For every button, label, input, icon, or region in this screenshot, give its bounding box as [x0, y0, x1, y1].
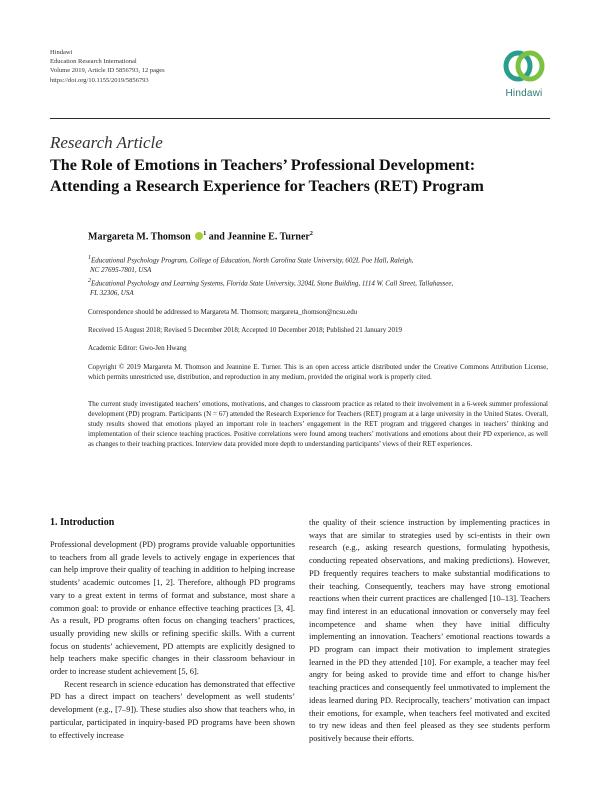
publication-info — [50, 48, 165, 85]
copyright-notice: Copyright © 2019 Margareta M. Thomson and Jeannine E. Turner. This is an open access article distributed under the Creative Commons Attribution License, which permits unrestricted use, distribution, and reproduction in any medium, provided the original work is properly cited. — [88, 363, 548, 381]
author-1: Margareta M. Thomson — [88, 231, 191, 243]
journal-name: Education Research International — [50, 58, 137, 66]
hindawi-logo — [497, 46, 551, 106]
title-line-2: Attending a Research Experience for Teachers (RET) Program — [50, 177, 484, 195]
author-2-affiliation: 2 — [309, 231, 313, 237]
orcid-icon[interactable] — [195, 232, 203, 240]
right-column — [309, 517, 550, 746]
publisher-name: Hindawi — [50, 49, 73, 56]
academic-editor: Academic Editor: Gwo-Jen Hwang — [88, 344, 187, 352]
author-list — [88, 231, 313, 242]
volume-info: Volume 2019, Article ID 5856793, 12 pages — [50, 67, 165, 75]
correspondence: Correspondence should be addressed to Margareta M. Thomson; margareta_thomson@ncsu.edu — [88, 308, 358, 316]
author-2: and Jeannine E. Turner — [206, 231, 310, 243]
title-line-1: The Role of Emotions in Teachers’ Professional Development: — [50, 156, 476, 174]
affiliation-2: $^2$Educational Psychology and Learning Systems, Florida State University, 3204L Stone Building, 1114 W. Call Street, Tallahassee, FL 32306, USA — [88, 278, 454, 298]
hindawi-logo-icon — [502, 46, 546, 86]
logo-text: Hindawi — [505, 88, 543, 99]
doi-link[interactable]: https://doi.org/10.1155/2019/5856793 — [50, 76, 149, 84]
article-type: Research Article — [50, 133, 163, 152]
paragraph: Recent research in science education has demonstrated that effective PD has a direct impact on teachers’ development as well students’ development (e.g., [7–9]). These studies also show that teachers who, in particular, participated in inquiry-based PD programs have been shown to effectively increase — [50, 679, 295, 740]
paragraph: the quality of their science instruction by implementing practices in ways that are similar to strategies used by sci-entists in their own research (e.g., asking research questions, formulating hypothesis, conducting repeated observations, and making predictions). However, PD frequently requires teachers to make substantial modifications to their teaching. Consequently, teachers may have strong emotional reactions when their current practices are challenged [10–13]. Teachers may find interest in an educational innovation or conversely may feel incompetence and shame when they have initial difficulty implementing an innovation. Teachers’ emotional reactions towards a PD program can impact their motivation to implement strategies learned in the PD they attended [10]. For example, a teacher may feel angry for being asked to provide time and effort to change his/her teaching practices and consequently feel unmotivated to implement the ideas learned during PD. Reciprocally, teachers’ motivation can impact their emotions, for example, when teachers feel motivated and excited to try new ideas and then feel pleased as they see students perform positively because their efforts. — [309, 518, 550, 743]
article-title — [50, 155, 550, 197]
publication-dates: Received 15 August 2018; Revised 5 December 2018; Accepted 10 December 2018; Published 21 January 2019 — [88, 326, 402, 334]
author-1-affiliation: 1 — [203, 231, 207, 237]
paragraph: Professional development (PD) programs provide valuable opportunities to teachers from all grade levels to actively engage in experiences that can help improve their quality of teaching in addition to helping increase students’ academic outcomes [1, 2]. Therefore, although PD programs vary to a great extent in terms of format and substance, most share a common goal: to provide or enhance effective teaching practices [3, 4]. As a result, PD programs often focus on changing teachers’ practices, usually providing new skills or refining specific skills. With a current focus on students’ achievement, PD attempts are explicitly designed to help teachers make specific changes in their classroom behaviour in order to increase student achievement [5, 6]. — [50, 540, 295, 677]
section-heading: 1. Introduction — [50, 517, 115, 528]
header-divider — [50, 118, 550, 119]
affiliation-1: $^1$Educational Psychology Program, College of Education, North Carolina State University, 602L Poe Hall, Raleigh, NC 27695-7801, USA — [88, 255, 414, 275]
abstract: The current study investigated teachers’ emotions, motivations, and changes to classroom practice as related to their involvement in a 6-week summer professional development (PD) program. Participants (N = 67) attended the Research Experience for Teachers (RET) program at a large university in the United States. Overall, study results showed that emotions played an important role in teachers’ engagement in the RET program and triggered changes in teachers’ thinking and implementation of their science teaching practices. Positive correlations were found among teachers’ motivations and emotions about their PD experience, as well as changes to their teaching practices. Interview data provided more depth to understanding participants’ views of their RET experiences. — [88, 400, 548, 448]
left-column — [50, 517, 295, 742]
